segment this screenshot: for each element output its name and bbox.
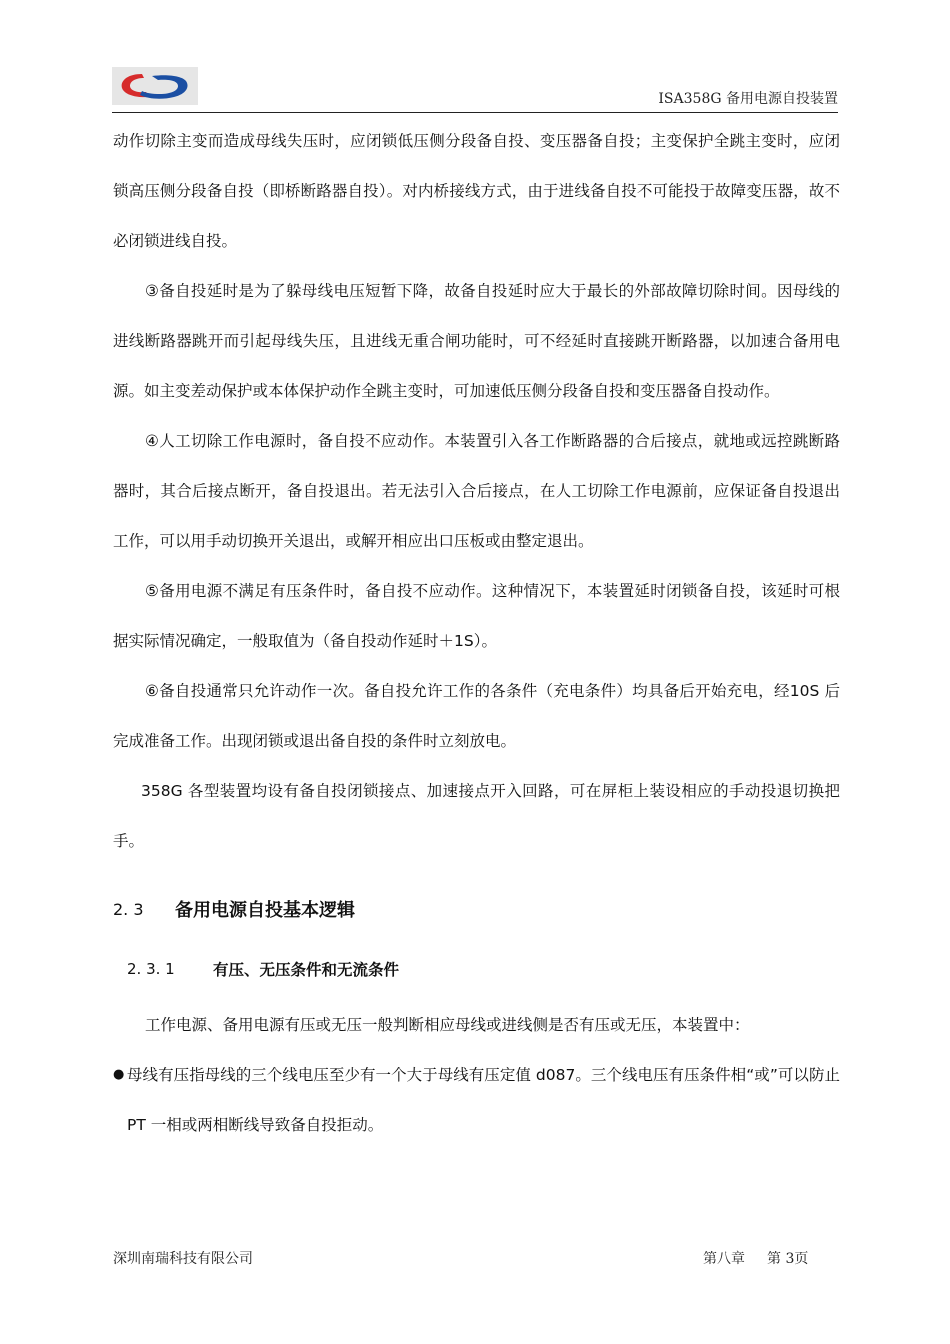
- section-number: 2. 3: [113, 899, 144, 919]
- footer-company: 深圳南瑞科技有限公司: [113, 1251, 253, 1267]
- section-heading: [113, 880, 840, 938]
- paragraph: ④人工切除工作电源时，备自投不应动作。本装置引入各工作断路器的合后接点，就地或远控跳断路器时，其合后接点断开，备自投退出。若无法引入合后接点，在人工切除工作电源前，应保证备自投退出工作，可以用手动切换开关退出，或解开相应出口压板或由整定退出。: [113, 432, 840, 550]
- list-item-text: 母线有压指母线的三个线电压至少有一个大于母线有压定值 d087。三个线电压有压条件相“或”可以防止 PT 一相或两相断线导致备自投拒动。: [127, 1066, 840, 1134]
- footer-page-info: [703, 1248, 808, 1268]
- paragraph: 动作切除主变而造成母线失压时，应闭锁低压侧分段备自投、变压器备自投；主变保护全跳主变时，应闭锁高压侧分段备自投（即桥断路器自投）。对内桥接线方式，由于进线备自投不可能投于故障变压器，故不必闭锁进线自投。: [113, 132, 840, 250]
- bullet-icon: ●: [113, 1067, 125, 1082]
- paragraph: ⑥备自投通常只允许动作一次。备自投允许工作的各条件（充电条件）均具备后开始充电，经10S 后完成准备工作。出现闭锁或退出备自投的条件时立刻放电。: [113, 682, 840, 750]
- header-title: ISA358G 备用电源自投装置: [658, 91, 838, 107]
- logo-icon: [112, 67, 198, 105]
- paragraph: ③备自投延时是为了躲母线电压短暂下降，故备自投延时应大于最长的外部故障切除时间。因母线的进线断路器跳开而引起母线失压，且进线无重合闸功能时，可不经延时直接跳开断路器，以加速合备用电源。如主变差动保护或本体保护动作全跳主变时，可加速低压侧分段备自投和变压器备自投动作。: [113, 282, 840, 400]
- page-content: [113, 116, 840, 1150]
- company-logo: [112, 67, 198, 105]
- paragraph: 工作电源、备用电源有压或无压一般判断相应母线或进线侧是否有压或无压，本装置中：: [145, 1016, 750, 1034]
- header-divider: [112, 112, 838, 113]
- footer-page-number: 第 3页: [767, 1251, 809, 1267]
- paragraph: 358G 各型装置均设有备自投闭锁接点、加速接点开入回路，可在屏柜上装设相应的手动投退切换把手。: [113, 782, 840, 850]
- subsection-heading: [113, 938, 840, 1000]
- paragraph: ⑤备用电源不满足有压条件时，备自投不应动作。这种情况下，本装置延时闭锁备自投，该延时可根据实际情况确定，一般取值为（备自投动作延时＋1S）。: [113, 582, 840, 650]
- list-item: [113, 1050, 840, 1150]
- section-title: 备用电源自投基本逻辑: [175, 900, 355, 921]
- subsection-title: 有压、无压条件和无流条件: [213, 961, 400, 979]
- subsection-number: 2. 3. 1: [127, 960, 175, 978]
- footer-chapter: 第八章: [703, 1251, 745, 1267]
